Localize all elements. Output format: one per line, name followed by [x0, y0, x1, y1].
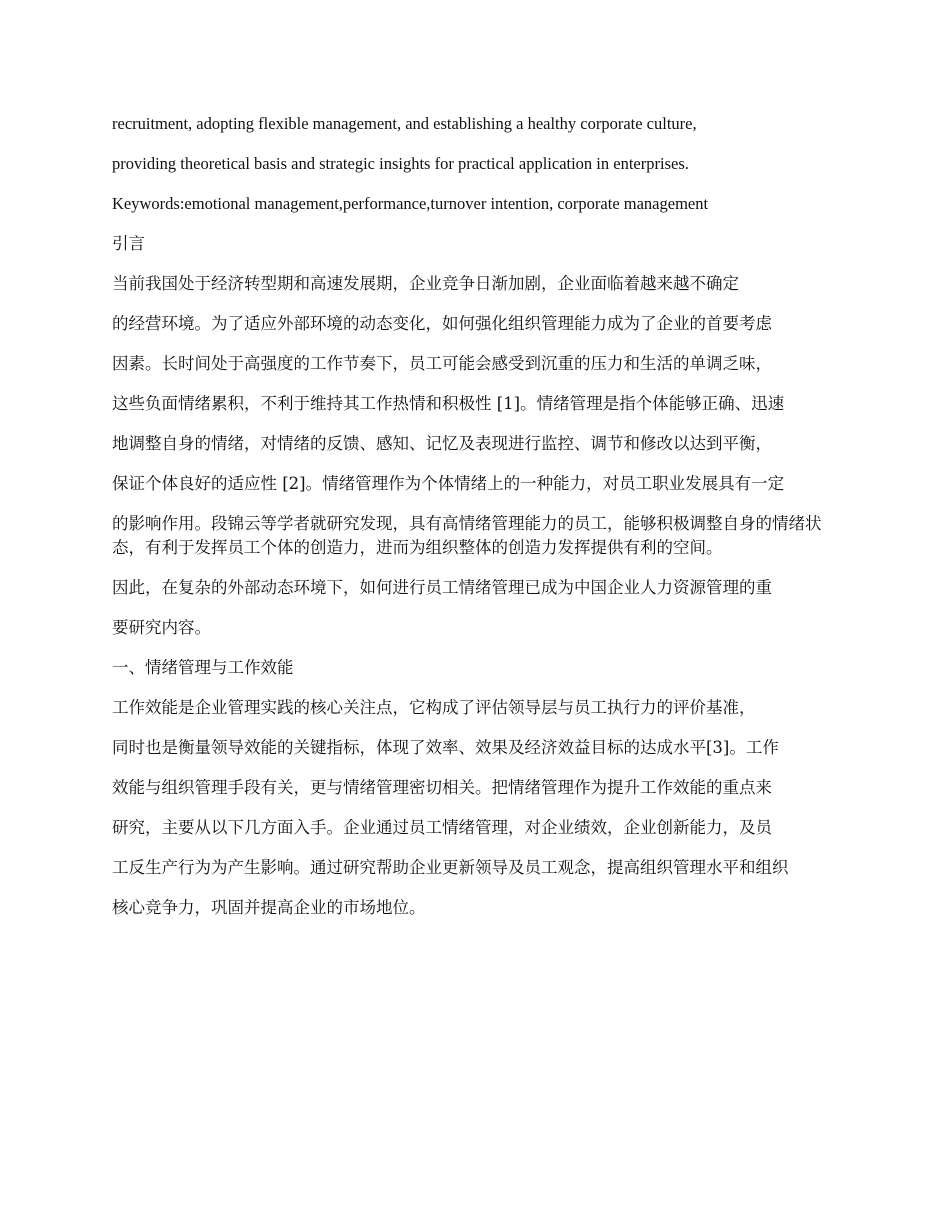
- paragraph-line: 同时也是衡量领导效能的关键指标，体现了效率、效果及经济效益目标的达成水平[3]。工作: [112, 738, 779, 757]
- section-heading-emotion-management: 一、情绪管理与工作效能: [112, 658, 294, 677]
- section-heading-introduction: 引言: [112, 234, 145, 253]
- abstract-line-2: providing theoretical basis and strategic insights for practical application in enterprises.: [112, 154, 689, 173]
- paragraph-line: 要研究内容。: [112, 618, 211, 637]
- paragraph-line: 因此，在复杂的外部动态环境下，如何进行员工情绪管理已成为中国企业人力资源管理的重: [112, 578, 772, 597]
- paragraph-line: 核心竞争力，巩固并提高企业的市场地位。: [112, 898, 426, 917]
- paragraph-line: 的经营环境。为了适应外部环境的动态变化，如何强化组织管理能力成为了企业的首要考虑: [112, 314, 772, 333]
- keywords-line: Keywords:emotional management,performance,turnover intention, corporate management: [112, 194, 709, 213]
- abstract-line-1: recruitment, adopting flexible management, and establishing a healthy corporate culture,: [112, 114, 697, 133]
- paragraph-line: 保证个体良好的适应性 [2]。情绪管理作为个体情绪上的一种能力，对员工职业发展具有一定: [112, 474, 785, 493]
- paragraph-line: 当前我国处于经济转型期和高速发展期，企业竞争日渐加剧，企业面临着越来越不确定: [112, 274, 739, 293]
- paragraph-line: 地调整自身的情绪，对情绪的反馈、感知、记忆及表现进行监控、调节和修改以达到平衡，: [112, 434, 772, 453]
- paragraph-line: 这些负面情绪累积，不利于维持其工作热情和积极性 [1]。情绪管理是指个体能够正确、迅速: [112, 394, 785, 413]
- document-body: [112, 112, 847, 936]
- paragraph-line: 工反生产行为为产生影响。通过研究帮助企业更新领导及员工观念，提高组织管理水平和组织: [112, 858, 789, 877]
- paragraph-line: 工作效能是企业管理实践的核心关注点，它构成了评估领导层与员工执行力的评价基准，: [112, 698, 756, 717]
- paragraph-line: 研究，主要从以下几方面入手。企业通过员工情绪管理，对企业绩效，企业创新能力，及员: [112, 818, 772, 837]
- paragraph-line: 的影响作用。段锦云等学者就研究发现，具有高情绪管理能力的员工，能够积极调整自身的情绪状态，有利于发挥员工个体的创造力，进而为组织整体的创造力发挥提供有利的空间。: [112, 514, 822, 557]
- paragraph-line: 效能与组织管理手段有关，更与情绪管理密切相关。把情绪管理作为提升工作效能的重点来: [112, 778, 772, 797]
- paragraph-line: 因素。长时间处于高强度的工作节奏下，员工可能会感受到沉重的压力和生活的单调乏味，: [112, 354, 772, 373]
